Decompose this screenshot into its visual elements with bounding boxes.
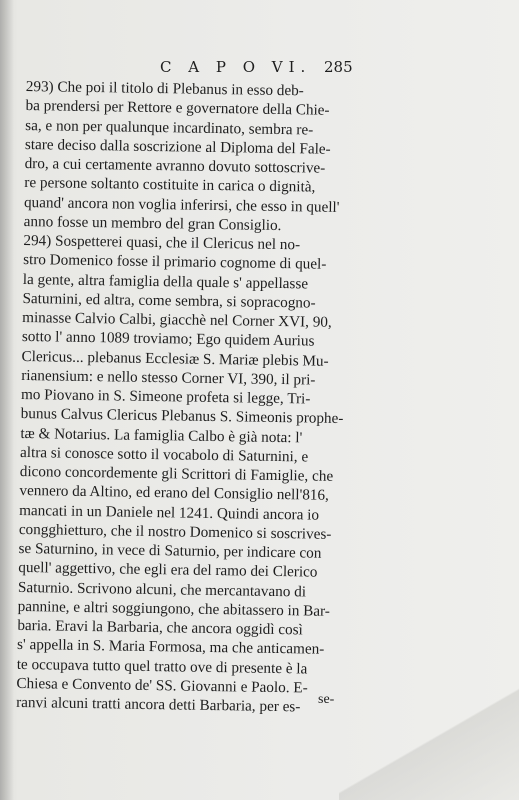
text-line: quell' aggettivo, che egli era del ramo dei Clerico: [18, 559, 318, 581]
spine-shadow: [0, 0, 14, 800]
text-line: quand' ancora non voglia inferirsi, che esso in quell': [23, 193, 340, 216]
text-line: Chiesa e Convento de' SS. Giovanni e Paolo. E-: [16, 674, 308, 697]
page-number: 285: [324, 58, 353, 76]
page-header: [0, 58, 519, 78]
text-line: pannine, e altri soggiungono, che abitassero in Bar-: [17, 597, 331, 620]
text-line: la gente, altra famiglia della quale s' appellasse: [22, 270, 309, 292]
text-line: Clericus... plebanus Ecclesiæ S. Mariæ plebis Mu-: [21, 347, 329, 370]
text-line: ba prendersi per Rettore e governatore della Chie-: [25, 97, 330, 120]
text-line: mo Piovano in S. Simeone profeta si legge, Tri-: [20, 385, 311, 408]
text-line: sa, e non per qualunque incardinato, sembra re-: [25, 116, 314, 139]
text-line: se Saturnino, in vece di Saturnio, per indicare con: [18, 539, 322, 562]
text-line: mancati in un Daniele nel 1241. Quindi ancora io: [19, 501, 320, 524]
text-line: dicono concordemente gli Scrittori di Famiglie, che: [19, 462, 334, 485]
text-line: ranvi alcuni tratti ancora detti Barbaria, per es-: [16, 693, 301, 716]
text-line: Saturnini, ed altra, come sembra, si sopracogno-: [22, 289, 316, 312]
text-line: rianensium: e nello stesso Corner VI, 390, il pri-: [21, 366, 316, 389]
text-line: 293) Che poi il titolo di Plebanus in esso deb-: [25, 77, 304, 100]
running-head: C A P O VI.: [160, 58, 312, 76]
text-line: tæ & Notarius. La famiglia Calbo è già nota: l': [20, 424, 303, 446]
text-line: congghietturo, che il nostro Domenico si soscrives-: [18, 520, 332, 543]
text-line: sotto l' anno 1089 troviamo; Ego quidem Aurius: [21, 328, 315, 350]
text-line: stare deciso dalla soscrizione al Diploma del Fale-: [24, 135, 331, 158]
text-line: dro, a cui certamente avranno dovuto sottoscrive-: [24, 154, 326, 177]
text-line: 294) Sospetterei quasi, che il Clericus nel no-: [23, 231, 301, 254]
text-line: vennero da Altino, ed erano del Consiglio nell'816,: [19, 482, 329, 505]
text-line: bunus Calvus Clericus Plebanus S. Simeonis prophe-: [20, 405, 344, 428]
text-line: anno fosse un membro del gran Consiglio.: [23, 212, 282, 234]
text-line: baria. Eravi la Barbaria, che ancora oggidì così: [17, 616, 303, 639]
text-line: Saturnio. Scrivono alcuni, che mercantavano di: [17, 578, 307, 600]
text-line: te occupava tutto quel tratto ove di presente è la: [16, 655, 308, 677]
text-line: altra si conosce sotto il vocabolo di Saturnini, e: [19, 443, 309, 466]
text-line: s' appella in S. Maria Formosa, ma che anticamen-: [16, 636, 325, 659]
catchword: se-: [318, 692, 335, 707]
text-line: re persone soltanto costituite in carica o dignità,: [24, 174, 316, 196]
text-line: minasse Calvio Calbi, giacchè nel Corner XVI, 90,: [22, 308, 332, 331]
body-text: [16, 77, 376, 718]
page-corner-fold: [339, 680, 519, 800]
text-line: stro Domenico fosse il primario cognome di quel-: [22, 251, 327, 273]
